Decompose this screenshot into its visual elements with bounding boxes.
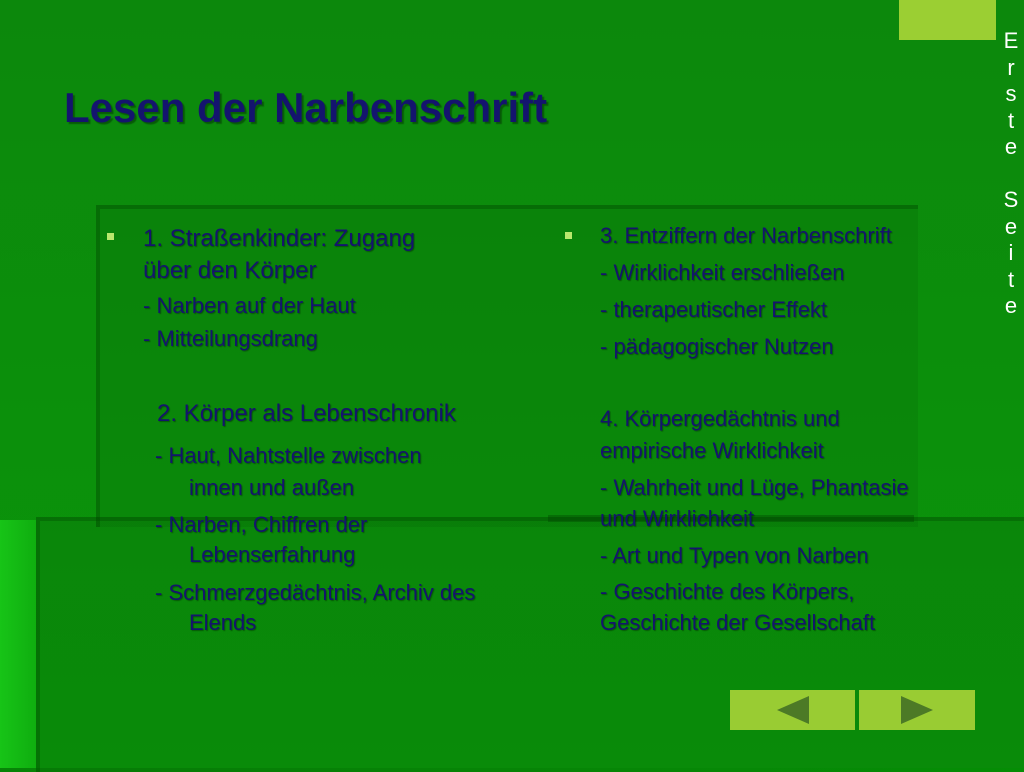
item1-sub1: - Narben auf der Haut <box>143 293 356 318</box>
item2-title: 2. Körper als Lebenschronik <box>157 400 456 427</box>
item2-sub2-line2: Lebenserfahrung <box>189 542 356 567</box>
first-page-link[interactable]: E r s t e S e i t e <box>1003 28 1019 318</box>
item3-sub1: - Wirklichkeit erschließen <box>600 260 845 285</box>
item2-sub2-line1: - Narben, Chiffren der <box>155 512 368 537</box>
item4-sub1-line2: und Wirklichkeit <box>600 506 755 531</box>
item2-sub3-line1: - Schmerzgedächtnis, Archiv des <box>155 580 476 605</box>
item2-sub3-line2: Elends <box>189 610 257 635</box>
previous-slide-button[interactable] <box>730 690 855 730</box>
item4-sub1-line1: - Wahrheit und Lüge, Phantasie <box>600 475 909 500</box>
item2-sub1-line1: - Haut, Nahtstelle zwischen <box>155 443 422 468</box>
item1-line2: über den Körper <box>143 257 317 284</box>
item3-sub3: - pädagogischer Nutzen <box>600 334 834 359</box>
item1-line1: 1. Straßenkinder: Zugang <box>143 225 416 252</box>
item4-line1: 4. Körpergedächtnis und <box>600 406 840 431</box>
corner-accent-box <box>899 0 996 40</box>
item4-line2: empirische Wirklichkeit <box>600 438 824 463</box>
next-slide-button[interactable] <box>859 690 975 730</box>
left-accent-strip <box>0 520 36 768</box>
item4-sub3-line1: - Geschichte des Körpers, <box>600 579 855 604</box>
bullet-icon <box>565 232 572 239</box>
item1-sub2: - Mitteilungsdrang <box>143 326 318 351</box>
content-panel-bottom <box>36 517 1024 772</box>
triangle-left-icon <box>777 696 809 724</box>
item3-title: 3. Entziffern der Narbenschrift <box>600 223 892 248</box>
bullet-icon <box>107 233 114 240</box>
slide-title: Lesen der Narbenschrift <box>64 84 548 131</box>
item3-sub2: - therapeutischer Effekt <box>600 297 828 322</box>
triangle-right-icon <box>901 696 933 724</box>
item2-sub1-line2: innen und außen <box>189 475 355 500</box>
item4-sub3-line2: Geschichte der Gesellschaft <box>600 610 876 635</box>
item4-sub2: - Art und Typen von Narben <box>600 543 869 568</box>
